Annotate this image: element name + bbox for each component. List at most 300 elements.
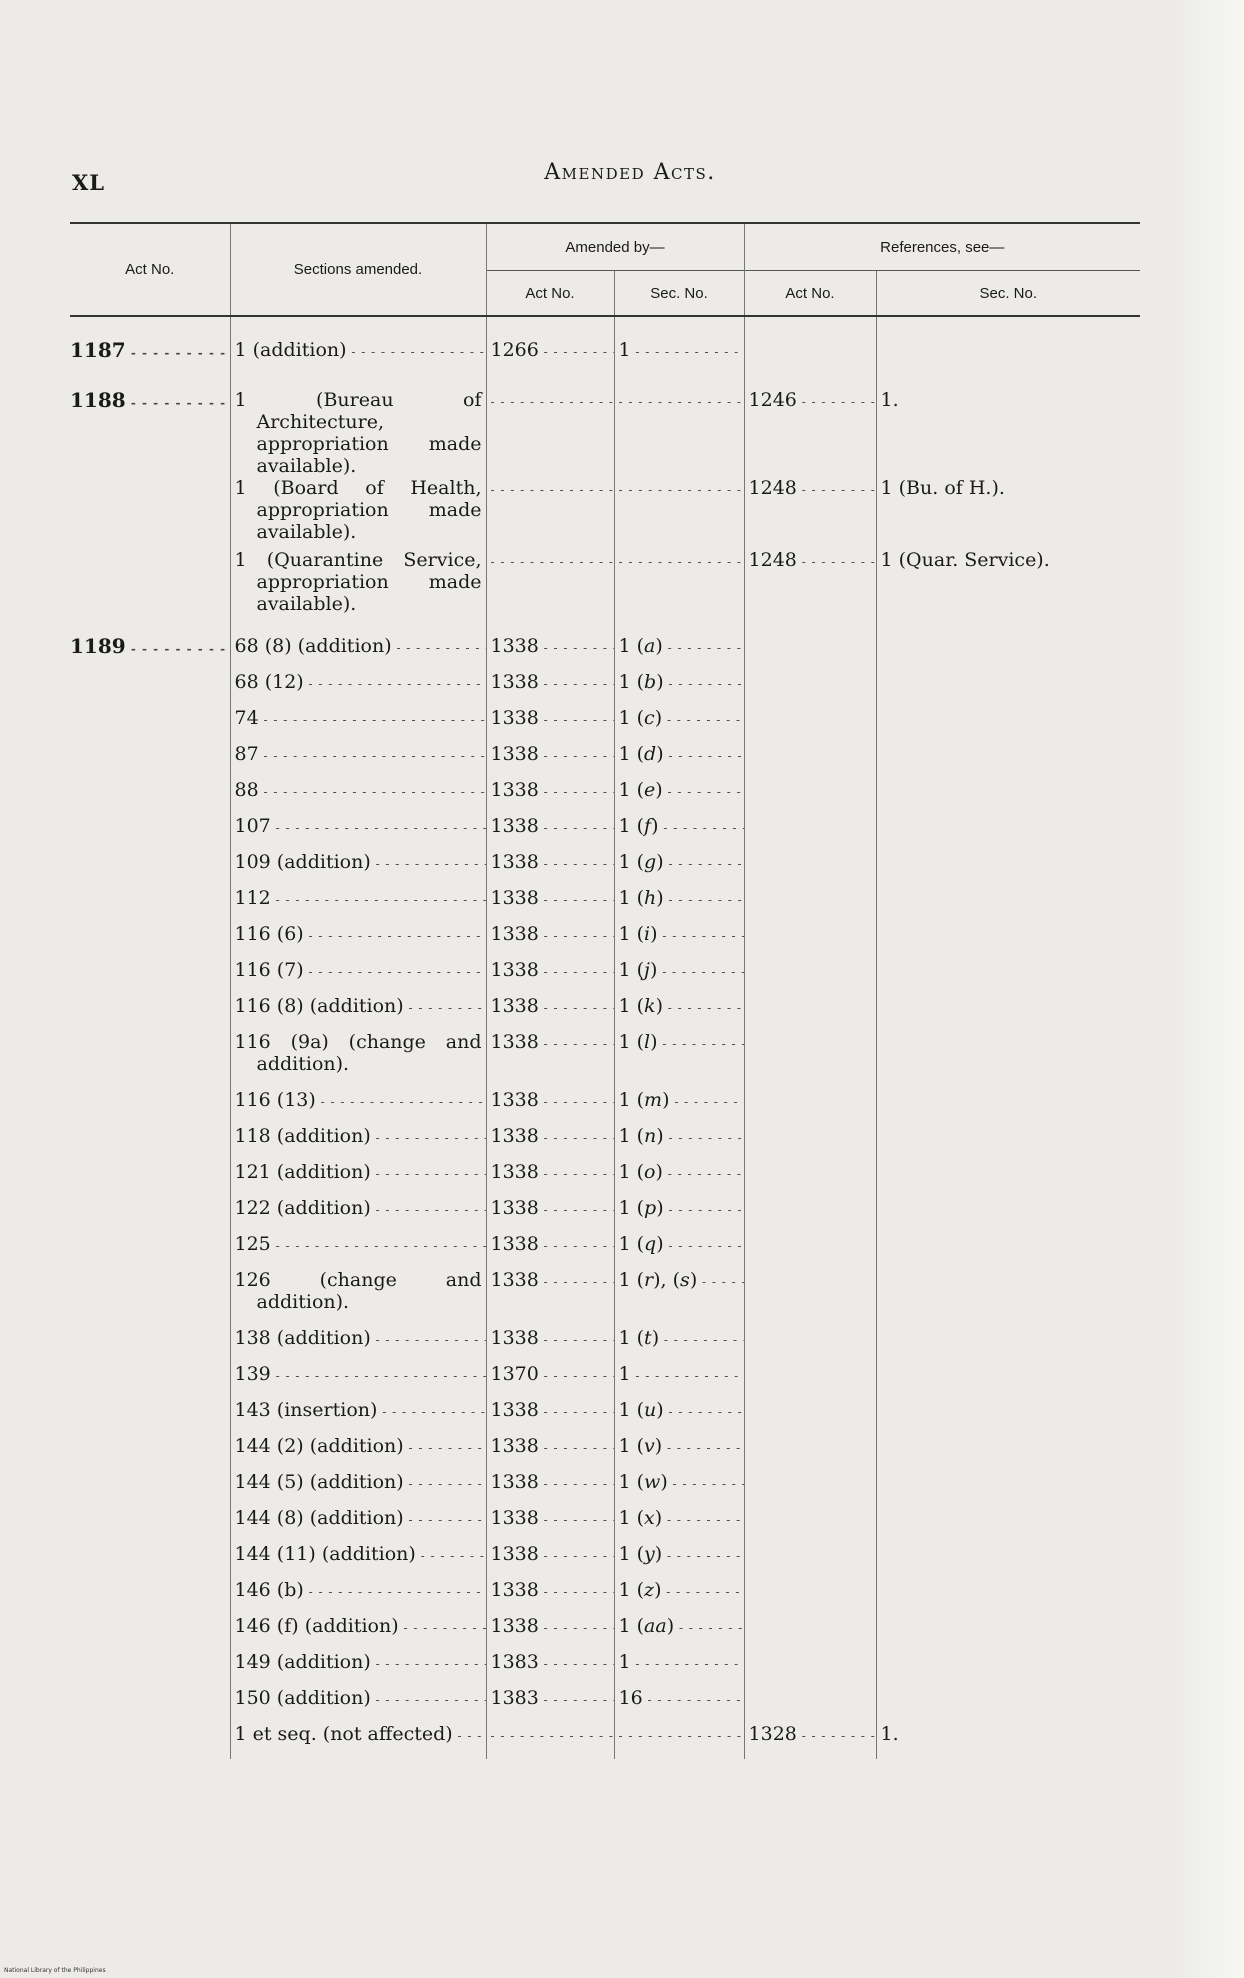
cell-amended-act-no [486, 1031, 614, 1089]
cell-section-amended-text: 1 (Board of Health, appropriation made available). [234, 477, 482, 543]
cell-amended-act-no [486, 621, 614, 671]
cell-section-amended-text: 112 [234, 887, 271, 909]
cell-amended-sec-no-text: 1 (j) [618, 959, 658, 981]
cell-amended-sec-no-text: 1 (v) [618, 1435, 663, 1457]
leader-dots [659, 1327, 744, 1349]
cell-amended-sec-no [614, 1197, 744, 1233]
cell-ref-sec-no [876, 549, 1140, 621]
cell-ref-act-no [744, 1687, 876, 1723]
leader-dots [664, 1125, 744, 1147]
leader-dots [259, 707, 486, 729]
cell-amended-sec-no [614, 316, 744, 375]
leader-dots [664, 851, 744, 873]
cell-act-no [70, 621, 230, 671]
cell-ref-act-no [744, 1233, 876, 1269]
cell-amended-sec-no [614, 375, 744, 477]
cell-amended-sec-no-text: 1 (q) [618, 1233, 664, 1255]
leader-dots [663, 779, 744, 801]
cell-ref-act-no [744, 1197, 876, 1233]
table-row [70, 1579, 1140, 1615]
cell-amended-act-no [486, 1399, 614, 1435]
leader-dots [619, 1723, 745, 1745]
leader-dots [664, 887, 744, 909]
cell-amended-sec-no-text: 1 (a) [618, 635, 663, 657]
cell-ref-act-no-text: 1248 [748, 477, 797, 499]
leader-dots [697, 1269, 744, 1291]
table-row [70, 1615, 1140, 1651]
leader-dots [631, 1363, 744, 1385]
table-row [70, 1471, 1140, 1507]
cell-ref-act-no [744, 1651, 876, 1687]
leader-dots [539, 995, 614, 1017]
cell-act-no [70, 1233, 230, 1269]
leader-dots [377, 1399, 486, 1421]
footer-credit: National Library of the Philippines [4, 1967, 106, 1974]
col-header-act-no: Act No. [70, 223, 230, 316]
cell-amended-act-no-text: 1338 [490, 1543, 539, 1565]
cell-ref-sec-no [876, 1125, 1140, 1161]
cell-act-no [70, 1507, 230, 1543]
cell-amended-act-no-text: 1338 [490, 1031, 539, 1053]
cell-section-amended [230, 1233, 486, 1269]
cell-ref-sec-no-text: 1. [880, 1723, 899, 1745]
cell-section-amended [230, 1687, 486, 1723]
cell-section-amended-text: 143 (insertion) [234, 1399, 378, 1421]
cell-ref-act-no [744, 1543, 876, 1579]
table-row [70, 1197, 1140, 1233]
cell-ref-sec-no [876, 1197, 1140, 1233]
leader-dots [663, 635, 744, 657]
cell-amended-act-no-text: 1338 [490, 707, 539, 729]
cell-act-no [70, 995, 230, 1031]
cell-amended-sec-no-text: 1 (w) [618, 1471, 668, 1493]
leader-dots [126, 388, 230, 412]
cell-amended-act-no-text: 1338 [490, 779, 539, 801]
cell-section-amended-text: 87 [234, 743, 259, 765]
leader-dots [797, 389, 876, 411]
cell-section-amended-text: 1 et seq. (not affected) [234, 1723, 453, 1745]
cell-section-amended [230, 1269, 486, 1327]
table-row [70, 1233, 1140, 1269]
cell-amended-act-no [486, 1363, 614, 1399]
cell-amended-sec-no-text: 1 (f) [618, 815, 659, 837]
cell-ref-act-no [744, 1579, 876, 1615]
cell-section-amended [230, 779, 486, 815]
cell-section-amended-text: 1 (Bureau of Architecture, appropriation made available). [234, 389, 482, 477]
cell-amended-sec-no-text: 1 (aa) [618, 1615, 675, 1637]
cell-ref-sec-no [876, 995, 1140, 1031]
leader-dots [797, 1723, 876, 1745]
cell-section-amended [230, 743, 486, 779]
cell-amended-sec-no-text: 1 (b) [618, 671, 664, 693]
leader-dots [664, 671, 744, 693]
cell-amended-act-no [486, 316, 614, 375]
cell-amended-sec-no-text: 1 (l) [618, 1031, 658, 1053]
cell-act-no [70, 1089, 230, 1125]
page-edge-shade [1174, 0, 1244, 1978]
cell-amended-act-no-text: 1338 [490, 887, 539, 909]
cell-amended-act-no-text: 1338 [490, 671, 539, 693]
cell-amended-act-no [486, 1125, 614, 1161]
table-row [70, 1031, 1140, 1089]
cell-amended-act-no-text: 1338 [490, 1269, 539, 1291]
cell-section-amended [230, 815, 486, 851]
leader-dots [371, 1327, 486, 1349]
table-row [70, 1723, 1140, 1759]
cell-amended-sec-no-text: 1 (p) [618, 1197, 664, 1219]
cell-amended-act-no [486, 375, 614, 477]
cell-amended-sec-no-text: 1 (d) [618, 743, 664, 765]
cell-amended-act-no [486, 1161, 614, 1197]
table-row [70, 1269, 1140, 1327]
leader-dots [304, 923, 486, 945]
table-row [70, 923, 1140, 959]
leader-dots [539, 815, 614, 837]
cell-amended-sec-no [614, 1363, 744, 1399]
cell-amended-act-no-text: 1370 [490, 1363, 539, 1385]
leader-dots [371, 1687, 486, 1709]
cell-ref-sec-no [876, 887, 1140, 923]
leader-dots [304, 959, 486, 981]
leader-dots [371, 851, 486, 873]
table-row [70, 621, 1140, 671]
col-header-references: References, see— [744, 223, 1140, 271]
leader-dots [539, 1579, 614, 1601]
cell-amended-sec-no [614, 743, 744, 779]
table-row [70, 1507, 1140, 1543]
table-row [70, 959, 1140, 995]
cell-ref-act-no [744, 851, 876, 887]
cell-ref-sec-no [876, 1399, 1140, 1435]
cell-ref-act-no [744, 1161, 876, 1197]
leader-dots [539, 779, 614, 801]
leader-dots [347, 339, 486, 361]
cell-ref-sec-no [876, 1161, 1140, 1197]
leader-dots [491, 389, 615, 411]
leader-dots [631, 339, 744, 361]
cell-act-no [70, 1161, 230, 1197]
cell-amended-sec-no [614, 923, 744, 959]
cell-amended-act-no-text: 1338 [490, 923, 539, 945]
cell-section-amended [230, 995, 486, 1031]
cell-section-amended [230, 1723, 486, 1759]
cell-act-no [70, 477, 230, 549]
table-row [70, 815, 1140, 851]
cell-section-amended-text: 74 [234, 707, 259, 729]
cell-ref-sec-no [876, 1031, 1140, 1089]
table-row [70, 1399, 1140, 1435]
table-row [70, 375, 1140, 477]
table-row [70, 1435, 1140, 1471]
cell-section-amended-text: 109 (addition) [234, 851, 371, 873]
cell-act-no [70, 1125, 230, 1161]
cell-amended-sec-no [614, 1615, 744, 1651]
cell-act-no [70, 1399, 230, 1435]
cell-amended-sec-no-text: 1 (o) [618, 1161, 663, 1183]
leader-dots [670, 1089, 745, 1111]
cell-ref-sec-no-text: 1 (Quar. Service). [880, 549, 1050, 571]
leader-dots [663, 1161, 744, 1183]
cell-act-no [70, 1615, 230, 1651]
cell-section-amended [230, 316, 486, 375]
cell-amended-act-no [486, 671, 614, 707]
cell-amended-act-no [486, 1579, 614, 1615]
leader-dots [539, 1089, 614, 1111]
cell-act-no [70, 1471, 230, 1507]
col-header-ref-sec-no: Sec. No. [876, 271, 1140, 317]
cell-amended-act-no-text: 1383 [490, 1687, 539, 1709]
leader-dots [662, 1435, 744, 1457]
cell-amended-act-no-text: 1338 [490, 1579, 539, 1601]
leader-dots [539, 1269, 614, 1291]
cell-ref-act-no [744, 1723, 876, 1759]
leader-dots [619, 477, 745, 499]
cell-amended-act-no [486, 743, 614, 779]
cell-ref-act-no [744, 549, 876, 621]
cell-section-amended [230, 1579, 486, 1615]
cell-ref-sec-no [876, 959, 1140, 995]
cell-amended-sec-no [614, 959, 744, 995]
cell-amended-sec-no [614, 671, 744, 707]
leader-dots [539, 1435, 614, 1457]
leader-dots [404, 1507, 486, 1529]
cell-section-amended-text: 122 (addition) [234, 1197, 371, 1219]
cell-ref-sec-no [876, 621, 1140, 671]
leader-dots [416, 1543, 486, 1565]
cell-amended-act-no-text: 1338 [490, 1125, 539, 1147]
cell-amended-sec-no-text: 1 (z) [618, 1579, 662, 1601]
cell-section-amended-text: 116 (8) (addition) [234, 995, 404, 1017]
cell-amended-sec-no [614, 1579, 744, 1615]
cell-amended-act-no-text: 1338 [490, 1327, 539, 1349]
cell-ref-act-no [744, 923, 876, 959]
leader-dots [539, 1233, 614, 1255]
leader-dots [271, 1363, 486, 1385]
cell-amended-sec-no [614, 1089, 744, 1125]
cell-amended-act-no-text: 1338 [490, 959, 539, 981]
cell-amended-sec-no-text: 16 [618, 1687, 643, 1709]
cell-section-amended [230, 1089, 486, 1125]
cell-section-amended [230, 1435, 486, 1471]
cell-ref-act-no [744, 375, 876, 477]
cell-section-amended [230, 375, 486, 477]
cell-section-amended-text: 116 (9a) (change and addition). [234, 1031, 482, 1075]
cell-amended-act-no-text: 1338 [490, 635, 539, 657]
cell-amended-sec-no-text: 1 (i) [618, 923, 658, 945]
leader-dots [539, 1031, 614, 1053]
cell-act-no [70, 1651, 230, 1687]
cell-ref-sec-no [876, 1089, 1140, 1125]
cell-section-amended-text: 150 (addition) [234, 1687, 371, 1709]
cell-amended-sec-no [614, 1125, 744, 1161]
leader-dots [539, 887, 614, 909]
cell-ref-act-no [744, 1269, 876, 1327]
cell-ref-act-no [744, 1031, 876, 1089]
leader-dots [539, 1507, 614, 1529]
table-row [70, 671, 1140, 707]
cell-act-no [70, 671, 230, 707]
cell-amended-sec-no-text: 1 (y) [618, 1543, 663, 1565]
cell-amended-sec-no-text: 1 (g) [618, 851, 664, 873]
leader-dots [399, 1615, 486, 1637]
cell-amended-act-no [486, 923, 614, 959]
cell-amended-sec-no [614, 621, 744, 671]
leader-dots [539, 1399, 614, 1421]
cell-ref-sec-no [876, 1363, 1140, 1399]
col-header-amended-by: Amended by— [486, 223, 744, 271]
cell-section-amended [230, 477, 486, 549]
cell-section-amended-text: 144 (11) (addition) [234, 1543, 416, 1565]
cell-ref-sec-no [876, 1471, 1140, 1507]
leader-dots [662, 707, 744, 729]
cell-ref-sec-no-text: 1. [880, 389, 899, 411]
cell-section-amended-text: 116 (13) [234, 1089, 316, 1111]
table-row [70, 1161, 1140, 1197]
leader-dots [658, 923, 744, 945]
cell-amended-act-no [486, 779, 614, 815]
cell-amended-sec-no [614, 1507, 744, 1543]
leader-dots [797, 549, 876, 571]
cell-section-amended [230, 1327, 486, 1363]
leader-dots [304, 1579, 486, 1601]
leader-dots [371, 1161, 486, 1183]
leader-dots [663, 995, 744, 1017]
leader-dots [659, 815, 745, 837]
cell-ref-act-no [744, 1327, 876, 1363]
cell-amended-act-no [486, 1471, 614, 1507]
cell-amended-act-no [486, 1543, 614, 1579]
cell-ref-act-no [744, 671, 876, 707]
cell-act-no [70, 1723, 230, 1759]
table-row [70, 743, 1140, 779]
leader-dots [392, 635, 486, 657]
leader-dots [539, 1687, 614, 1709]
cell-amended-act-no [486, 959, 614, 995]
cell-amended-sec-no [614, 1687, 744, 1723]
leader-dots [643, 1687, 744, 1709]
cell-ref-act-no [744, 1471, 876, 1507]
leader-dots [674, 1615, 744, 1637]
cell-section-amended-text: 121 (addition) [234, 1161, 371, 1183]
cell-ref-sec-no [876, 779, 1140, 815]
cell-amended-act-no-text: 1338 [490, 1197, 539, 1219]
leader-dots [539, 1471, 614, 1493]
cell-section-amended [230, 707, 486, 743]
cell-amended-sec-no [614, 851, 744, 887]
cell-amended-act-no [486, 707, 614, 743]
cell-amended-sec-no-text: 1 (e) [618, 779, 663, 801]
leader-dots [664, 1233, 744, 1255]
table-row [70, 779, 1140, 815]
table-row [70, 1363, 1140, 1399]
cell-amended-sec-no [614, 887, 744, 923]
table-row [70, 1089, 1140, 1125]
cell-amended-act-no-text: 1383 [490, 1651, 539, 1673]
cell-amended-sec-no-text: 1 (n) [618, 1125, 664, 1147]
cell-amended-act-no-text: 1266 [490, 339, 539, 361]
cell-ref-act-no [744, 1089, 876, 1125]
cell-section-amended-text: 126 (change and addition). [234, 1269, 482, 1313]
table-row [70, 1327, 1140, 1363]
cell-section-amended-text: 125 [234, 1233, 271, 1255]
cell-section-amended-text: 1 (addition) [234, 339, 347, 361]
cell-section-amended [230, 1399, 486, 1435]
cell-section-amended [230, 887, 486, 923]
cell-act-no [70, 779, 230, 815]
cell-amended-sec-no-text: 1 (r), (s) [618, 1269, 698, 1291]
leader-dots [371, 1197, 486, 1219]
cell-section-amended [230, 923, 486, 959]
cell-act-no [70, 887, 230, 923]
cell-ref-act-no [744, 316, 876, 375]
cell-amended-act-no-text: 1338 [490, 1471, 539, 1493]
leader-dots [491, 549, 615, 571]
cell-section-amended [230, 959, 486, 995]
leader-dots [491, 1723, 615, 1745]
cell-section-amended-text: 144 (8) (addition) [234, 1507, 404, 1529]
col-header-amended-act-no: Act No. [486, 271, 614, 317]
leader-dots [404, 1471, 486, 1493]
cell-act-no-text: 1188 [70, 388, 126, 412]
table-row [70, 707, 1140, 743]
leader-dots [797, 477, 876, 499]
cell-ref-act-no-text: 1246 [748, 389, 797, 411]
cell-section-amended-text: 139 [234, 1363, 271, 1385]
leader-dots [271, 887, 486, 909]
cell-section-amended [230, 1363, 486, 1399]
cell-amended-sec-no-text: 1 (u) [618, 1399, 664, 1421]
cell-act-no [70, 1543, 230, 1579]
leader-dots [661, 1579, 744, 1601]
leader-dots [668, 1471, 744, 1493]
cell-section-amended-text: 116 (6) [234, 923, 304, 945]
cell-ref-sec-no [876, 1723, 1140, 1759]
cell-amended-act-no-text: 1338 [490, 743, 539, 765]
cell-ref-sec-no [876, 477, 1140, 549]
cell-ref-act-no [744, 707, 876, 743]
leader-dots [539, 743, 614, 765]
cell-amended-sec-no-text: 1 (h) [618, 887, 664, 909]
leader-dots [371, 1125, 486, 1147]
cell-act-no [70, 959, 230, 995]
cell-amended-sec-no [614, 1435, 744, 1471]
cell-ref-sec-no [876, 316, 1140, 375]
cell-amended-act-no [486, 1197, 614, 1233]
leader-dots [539, 635, 614, 657]
cell-amended-sec-no [614, 1471, 744, 1507]
cell-ref-sec-no [876, 1615, 1140, 1651]
cell-act-no [70, 851, 230, 887]
table-row [70, 1651, 1140, 1687]
cell-ref-act-no [744, 1435, 876, 1471]
leader-dots [539, 671, 614, 693]
cell-act-no [70, 1363, 230, 1399]
cell-amended-sec-no [614, 1031, 744, 1089]
cell-amended-act-no-text: 1338 [490, 1161, 539, 1183]
leader-dots [539, 1125, 614, 1147]
cell-ref-act-no [744, 887, 876, 923]
cell-amended-act-no [486, 815, 614, 851]
table-body [70, 316, 1140, 1759]
leader-dots [619, 389, 745, 411]
leader-dots [126, 338, 230, 362]
cell-amended-act-no [486, 1233, 614, 1269]
cell-section-amended [230, 549, 486, 621]
cell-amended-sec-no-text: 1 (c) [618, 707, 663, 729]
col-header-sections-amended: Sections amended. [230, 223, 486, 316]
leader-dots [539, 1651, 614, 1673]
cell-ref-act-no [744, 995, 876, 1031]
